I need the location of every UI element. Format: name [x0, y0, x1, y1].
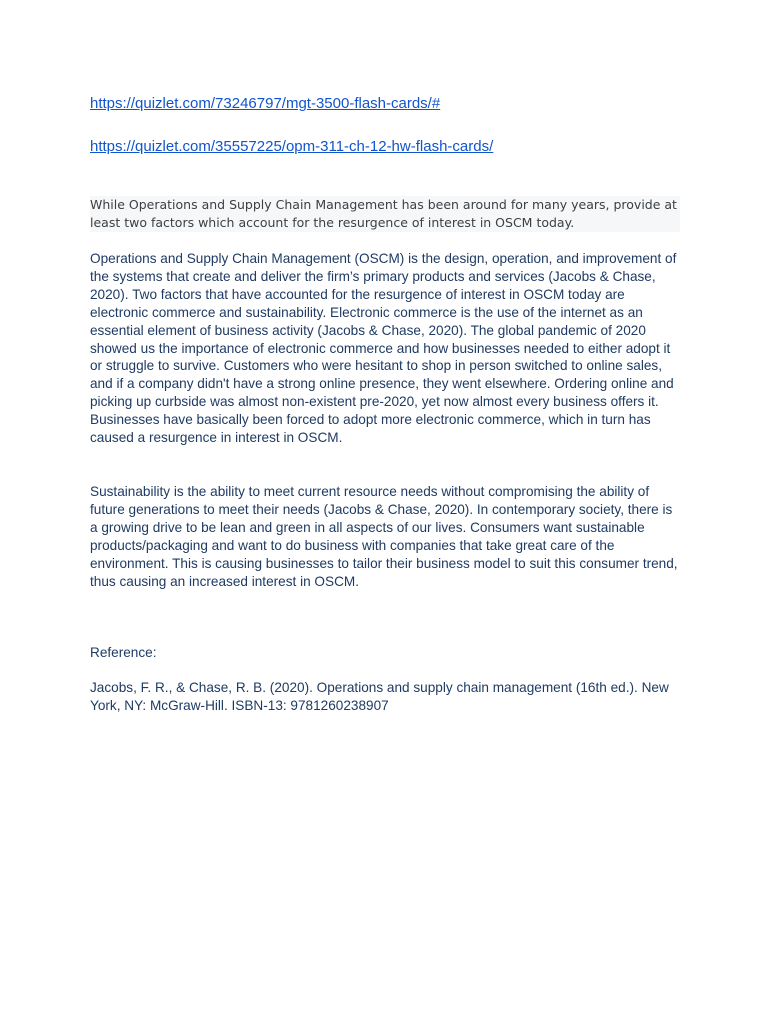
answer-paragraph-electronic-commerce: Operations and Supply Chain Management (OSCM) is the design, operation, and improvement of the systems that create and deliver the firm’s primary products and services (Jacobs & Chase, 2020). Two factors that have accounted for the resurgence of interest in OSCM today are electronic commerce and sustainability. Electronic commerce is the use of the internet as an essential element of business activity (Jacobs & Chase, 2020). The global pandemic of 2020 showed us the importance of electronic commerce and how businesses needed to either adopt it or struggle to survive. Customers who were hesitant to shop in person switched to online sales, and if a company didn't have a strong online presence, they went elsewhere. Ordering online and picking up curbside was almost non-existent pre-2020, yet now almost every business offers it. Businesses have basically been forced to adopt more electronic commerce, which in turn has caused a resurgence in interest in OSCM.: [90, 251, 677, 446]
quizlet-link-opm-311[interactable]: https://quizlet.com/35557225/opm-311-ch-12-hw-flash-cards/: [90, 138, 494, 155]
quizlet-link-mgt-3500[interactable]: https://quizlet.com/73246797/mgt-3500-flash-cards/#: [90, 95, 441, 112]
question-text: While Operations and Supply Chain Management has been around for many years, provide at least two factors which account for the resurgence of interest in OSCM today.: [90, 196, 680, 232]
reference-heading: Reference:: [90, 645, 157, 660]
answer-paragraph-sustainability: Sustainability is the ability to meet current resource needs without compromising the ability of future generations to meet their needs (Jacobs & Chase, 2020). In contemporary society, there is a growing drive to be lean and green in all aspects of our lives. Consumers want sustainable products/packaging and want to do business with companies that take great care of the environment. This is causing businesses to tailor their business model to suit this consumer trend, thus causing an increased interest in OSCM.: [90, 484, 678, 589]
reference-entry: Jacobs, F. R., & Chase, R. B. (2020). Operations and supply chain management (16th ed.). New York, NY: McGraw-Hill. ISBN-13: 9781260238907: [90, 680, 669, 713]
